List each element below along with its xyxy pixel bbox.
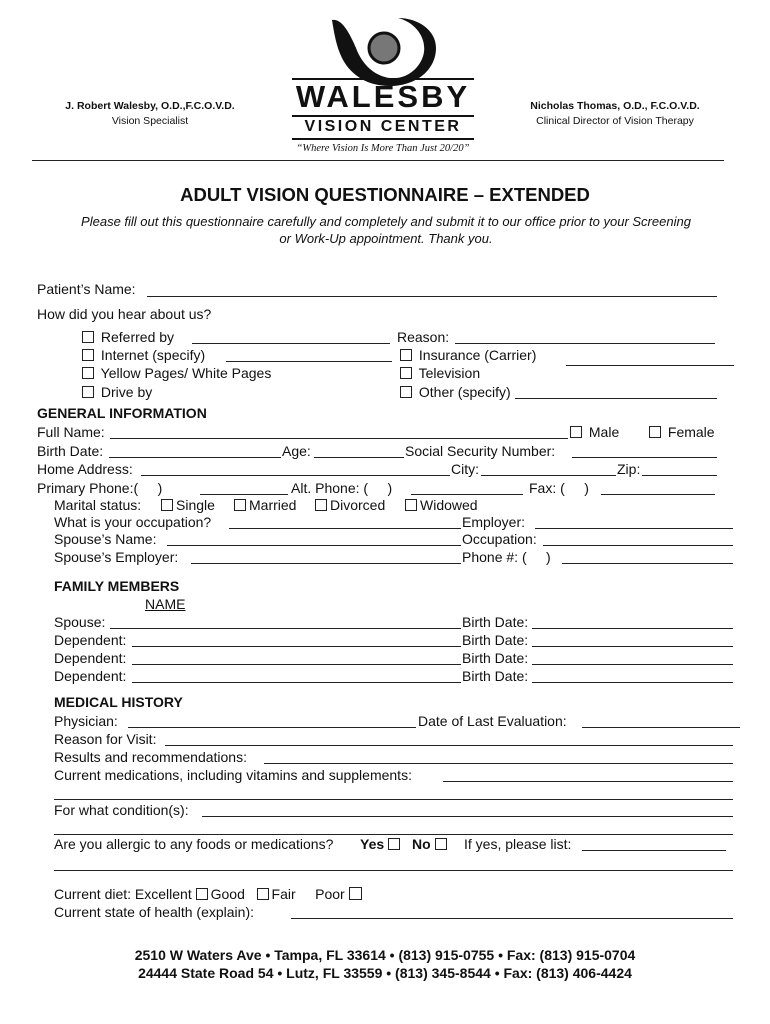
spouse-label: Spouse: <box>54 614 106 630</box>
footer-tampa: 2510 W Waters Ave • Tampa, FL 33614 • (813) 915-0755 • Fax: (813) 915-0704 <box>134 947 636 963</box>
checkbox[interactable] <box>649 426 661 438</box>
male-label: Male <box>588 424 620 440</box>
spouse-birth-label: Birth Date: <box>462 614 529 630</box>
alt-phone-label: Alt. Phone: ( ) <box>291 480 393 496</box>
city-field[interactable] <box>481 475 616 476</box>
occupation-field[interactable] <box>229 528 461 529</box>
health-label: Current state of health (explain): <box>54 904 254 920</box>
results-label: Results and recommendations: <box>54 749 247 765</box>
page-title: ADULT VISION QUESTIONNAIRE – EXTENDED <box>180 184 590 205</box>
referred-label: Referred by <box>100 329 175 345</box>
city-label: City: <box>451 461 479 477</box>
employer-label: Employer: <box>462 514 526 530</box>
dependent-label: Dependent: <box>54 668 127 684</box>
condition-field-line2[interactable] <box>54 834 733 835</box>
age-label: Age: <box>282 443 311 459</box>
family-heading: FAMILY MEMBERS <box>54 578 180 594</box>
full-name-field[interactable] <box>110 438 568 439</box>
age-field[interactable] <box>314 457 404 458</box>
spouse-phone-field[interactable] <box>562 563 733 564</box>
no-label: No <box>412 836 431 852</box>
patient-name-label: Patient’s Name: <box>37 281 136 297</box>
left-doctor-title: Vision Specialist <box>111 115 189 127</box>
spouse-phone-text: Phone #: ( <box>462 549 527 565</box>
alt-phone-field[interactable] <box>411 494 523 495</box>
married-label: Married <box>249 497 297 513</box>
checkbox[interactable] <box>400 386 412 398</box>
spouse-phone-label: Phone #: ( ) <box>462 549 551 565</box>
married-option[interactable] <box>234 497 296 513</box>
checkbox[interactable] <box>388 838 400 850</box>
eye-swirl-icon <box>290 14 476 86</box>
full-name-label: Full Name: <box>37 424 105 440</box>
insurance-field[interactable] <box>566 365 734 366</box>
medications-field[interactable] <box>443 781 733 782</box>
condition-label: For what condition(s): <box>54 802 189 818</box>
divorced-label: Divorced <box>330 497 386 513</box>
fair-label: Fair <box>271 886 296 902</box>
diet-row <box>54 886 365 902</box>
dependent-field[interactable] <box>132 682 461 683</box>
medical-heading: MEDICAL HISTORY <box>54 694 183 710</box>
checkbox[interactable] <box>82 386 94 398</box>
physician-field[interactable] <box>128 727 416 728</box>
name-column-label: NAME <box>145 596 186 612</box>
checkbox[interactable] <box>257 888 269 900</box>
spouse-name-label: Spouse’s Name: <box>54 531 157 547</box>
female-option[interactable] <box>649 424 715 440</box>
reason-label: Reason: <box>397 329 450 345</box>
allergy-list-label: If yes, please list: <box>464 836 572 852</box>
checkbox[interactable] <box>570 426 582 438</box>
home-address-field[interactable] <box>141 475 450 476</box>
female-label: Female <box>667 424 715 440</box>
dependent-birth-field[interactable] <box>532 664 733 665</box>
checkbox[interactable] <box>82 367 94 379</box>
fax-text: Fax: ( <box>529 480 565 496</box>
referred-field[interactable] <box>192 343 390 344</box>
other-label: Other (specify) <box>418 384 511 400</box>
primary-phone-text: Primary Phone:( <box>37 480 139 496</box>
results-field[interactable] <box>264 763 733 764</box>
divorced-option[interactable] <box>315 497 385 513</box>
dependent-birth-field[interactable] <box>532 682 733 683</box>
internet-label: Internet (specify) <box>100 347 206 363</box>
left-doctor-name: J. Robert Walesby, O.D.,F.C.O.V.D. <box>65 100 235 112</box>
right-doctor-name: Nicholas Thomas, O.D., F.C.O.V.D. <box>530 100 700 112</box>
spouse-field[interactable] <box>110 628 461 629</box>
zip-label: Zip: <box>617 461 641 477</box>
widowed-option[interactable] <box>405 497 478 513</box>
allergy-no-option[interactable] <box>412 836 450 852</box>
dependent-label: Dependent: <box>54 632 127 648</box>
hear-label: How did you hear about us? <box>37 306 212 322</box>
allergy-list-field-line2[interactable] <box>54 870 733 871</box>
header-divider <box>32 160 724 161</box>
drive-by-label: Drive by <box>100 384 153 400</box>
logo-sub-text: VISION CENTER <box>304 118 462 135</box>
fax-field[interactable] <box>601 494 715 495</box>
health-field[interactable] <box>291 918 733 919</box>
patient-name-field[interactable] <box>147 296 717 297</box>
diet-excellent-label: Current diet: Excellent <box>54 886 192 902</box>
good-label: Good <box>210 886 245 902</box>
spouse-employer-label: Spouse’s Employer: <box>54 549 179 565</box>
checkbox[interactable] <box>82 349 94 361</box>
checkbox[interactable] <box>234 499 246 511</box>
single-label: Single <box>176 497 215 513</box>
yellow-pages-option[interactable] <box>82 365 271 381</box>
checkbox[interactable] <box>400 367 412 379</box>
single-option[interactable] <box>161 497 215 513</box>
marital-label: Marital status: <box>54 497 142 513</box>
occupation-question: What is your occupation? <box>54 514 212 530</box>
logo-main-text: WALESBY <box>295 79 471 114</box>
alt-phone-text: Alt. Phone: ( <box>291 480 369 496</box>
yellow-pages-label: Yellow Pages/ White Pages <box>100 365 272 381</box>
medications-field-line2[interactable] <box>54 799 733 800</box>
television-option[interactable] <box>400 365 480 381</box>
reason-field[interactable] <box>455 343 715 344</box>
zip-field[interactable] <box>642 475 717 476</box>
dependent-birth-label: Birth Date: <box>462 632 529 648</box>
footer-lutz: 24444 State Road 54 • Lutz, FL 33559 • (813) 345-8544 • Fax: (813) 406-4424 <box>138 965 632 981</box>
poor-label: Poor <box>315 886 345 902</box>
checkbox[interactable] <box>349 887 362 900</box>
physician-label: Physician: <box>54 713 118 729</box>
insurance-label: Insurance (Carrier) <box>418 347 537 363</box>
primary-phone-field[interactable] <box>200 494 288 495</box>
general-heading: GENERAL INFORMATION <box>37 405 207 421</box>
left-doctor <box>40 99 260 129</box>
medications-label: Current medications, including vitamins and supplements: <box>54 767 412 783</box>
checkbox[interactable] <box>315 499 327 511</box>
birth-date-field[interactable] <box>109 457 281 458</box>
checkbox[interactable] <box>400 349 412 361</box>
reason-visit-field[interactable] <box>165 745 733 746</box>
spouse-occupation-label: Occupation: <box>462 531 537 547</box>
yes-label: Yes <box>360 836 385 852</box>
primary-phone-label: Primary Phone:( ) <box>37 480 163 496</box>
dependent-label: Dependent: <box>54 650 127 666</box>
dependent-birth-label: Birth Date: <box>462 650 529 666</box>
condition-field[interactable] <box>202 816 733 817</box>
internet-option[interactable] <box>82 347 205 363</box>
logo <box>290 14 476 160</box>
checkbox[interactable] <box>196 888 208 900</box>
dependent-birth-field[interactable] <box>532 646 733 647</box>
logo-tagline: “Where Vision Is More Than Just 20/20” <box>296 143 470 154</box>
dependent-field[interactable] <box>132 646 461 647</box>
internet-field[interactable] <box>226 361 392 362</box>
birth-date-label: Birth Date: <box>37 443 104 459</box>
referred-option[interactable] <box>82 329 174 345</box>
allergy-question: Are you allergic to any foods or medications? <box>54 836 334 852</box>
fax-label: Fax: ( ) <box>529 480 589 496</box>
television-label: Television <box>418 365 481 381</box>
checkbox[interactable] <box>435 838 447 850</box>
spouse-employer-field[interactable] <box>191 563 461 564</box>
dependent-field[interactable] <box>132 664 461 665</box>
right-doctor-title: Clinical Director of Vision Therapy <box>536 115 694 127</box>
widowed-label: Widowed <box>420 497 478 513</box>
spouse-birth-field[interactable] <box>532 628 733 629</box>
other-option[interactable] <box>400 384 511 400</box>
last-eval-field[interactable] <box>582 727 740 728</box>
insurance-option[interactable] <box>400 347 536 363</box>
reason-visit-label: Reason for Visit: <box>54 731 157 747</box>
checkbox[interactable] <box>405 499 417 511</box>
spouse-occupation-field[interactable] <box>543 545 733 546</box>
checkbox[interactable] <box>82 331 94 343</box>
checkbox[interactable] <box>161 499 173 511</box>
allergy-yes-option[interactable] <box>360 836 403 852</box>
male-option[interactable] <box>570 424 619 440</box>
ssn-field[interactable] <box>572 457 717 458</box>
employer-field[interactable] <box>535 528 733 529</box>
other-field[interactable] <box>515 398 717 399</box>
drive-by-option[interactable] <box>82 384 152 400</box>
dependent-birth-label: Birth Date: <box>462 668 529 684</box>
right-doctor <box>505 99 725 129</box>
last-eval-label: Date of Last Evaluation: <box>418 713 567 729</box>
allergy-list-field[interactable] <box>582 850 726 851</box>
ssn-label: Social Security Number: <box>405 443 556 459</box>
home-address-label: Home Address: <box>37 461 133 477</box>
intro-text: Please fill out this questionnaire carefully and completely and submit it to our office prior to your Screening or Work-Up appointment. Thank you. <box>81 214 691 246</box>
spouse-name-field[interactable] <box>167 545 461 546</box>
